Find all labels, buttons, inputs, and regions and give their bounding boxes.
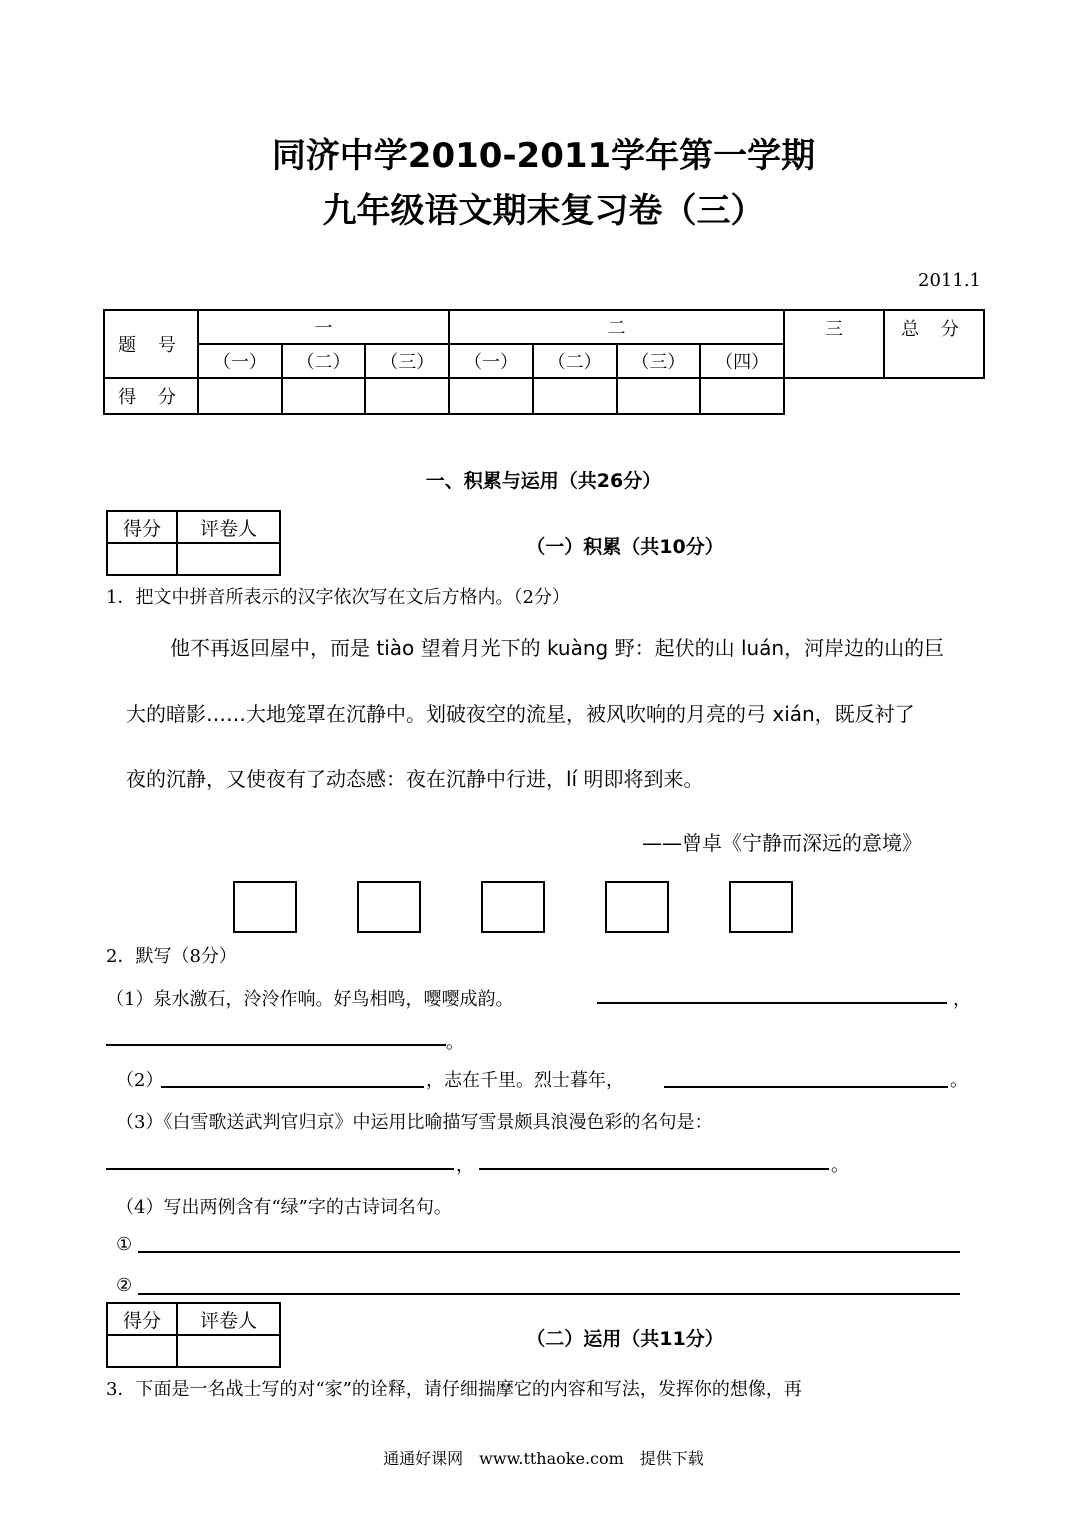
score-cell[interactable]: [198, 378, 282, 414]
q2-blank[interactable]: [106, 1168, 454, 1170]
grader-person-cell[interactable]: [177, 1335, 280, 1367]
sub-1-1: （一）: [198, 344, 282, 378]
q2-part2-start: （2）: [116, 1070, 164, 1091]
q2-mark-2: ②: [116, 1275, 133, 1296]
exam-title-line1: 同济中学2010-2011学年第一学期: [271, 136, 816, 176]
score-table: [103, 309, 985, 415]
q2-part2-mid: ，志在千里。烈士暮年，: [426, 1070, 624, 1091]
score-cell[interactable]: [700, 378, 784, 414]
grader-person-cell[interactable]: [177, 543, 280, 575]
q1-prompt: 1．把文中拼音所表示的汉字依次写在文后方格内。（2分）: [106, 587, 570, 608]
answer-box[interactable]: [729, 881, 793, 933]
q3-prompt: 3．下面是一名战士写的对“家”的诠释，请仔细揣摩它的内容和写法，发挥你的想像，再: [106, 1379, 802, 1400]
score-cell[interactable]: [617, 378, 701, 414]
score-cell[interactable]: [365, 378, 449, 414]
score-cell[interactable]: [449, 378, 533, 414]
sub-2-3: （三）: [617, 344, 701, 378]
q2-part1-end: 。: [446, 1032, 464, 1053]
grader-score-cell[interactable]: [107, 543, 177, 575]
answer-box[interactable]: [233, 881, 297, 933]
q1-source: ——曾卓《宁静而深远的意境》: [642, 831, 922, 855]
grader-box-2: [106, 1302, 281, 1368]
exam-title-line2: 九年级语文期末复习卷（三）: [322, 191, 765, 231]
answer-box[interactable]: [357, 881, 421, 933]
q1-passage-line2: 大的暗影……大地笼罩在沉静中。划破夜空的流星，被风吹响的月亮的弓 xián，既反衬了: [126, 702, 915, 726]
q2-blank[interactable]: [479, 1168, 829, 1170]
q1-passage-line3: 夜的沉静，又使夜有了动态感：夜在沉静中行进，lí 明即将到来。: [126, 767, 704, 791]
q2-blank[interactable]: [138, 1251, 960, 1253]
sub-1-2: （二）: [282, 344, 366, 378]
q2-part1-comma: ，: [953, 989, 971, 1010]
exam-date: 2011.1: [918, 270, 981, 291]
sub-2-1: （一）: [449, 344, 533, 378]
header-part3: 三: [784, 310, 884, 378]
sub-1-3: （三）: [365, 344, 449, 378]
q2-blank[interactable]: [106, 1044, 446, 1046]
subsection1-title: （一）积累（共10分）: [526, 536, 724, 558]
grader-score-label: 得分: [107, 511, 177, 543]
q2-blank[interactable]: [161, 1086, 424, 1088]
q2-part4-text: （4）写出两例含有“绿”字的古诗词名句。: [116, 1197, 452, 1218]
q2-blank[interactable]: [597, 1002, 947, 1004]
sub-2-4: （四）: [700, 344, 784, 378]
page-footer: 通通好课网 www.tthaoke.com 提供下载: [383, 1449, 704, 1468]
q2-blank[interactable]: [664, 1086, 948, 1088]
header-total: 总 分: [884, 310, 984, 378]
grader-score-label: 得分: [107, 1303, 177, 1335]
answer-box[interactable]: [481, 881, 545, 933]
q2-part1-text: （1）泉水激石，泠泠作响。好鸟相鸣，嘤嘤成韵。: [106, 989, 514, 1010]
q2-part3-end: 。: [831, 1155, 849, 1176]
grader-person-label: 评卷人: [177, 1303, 280, 1335]
grader-box-1: [106, 510, 281, 576]
q2-blank[interactable]: [138, 1293, 960, 1295]
header-part1: 一: [198, 310, 449, 344]
q1-passage-line1: 他不再返回屋中，而是 tiào 望着月光下的 kuàng 野：起伏的山 luán，河岸边的山的巨: [170, 636, 945, 660]
q2-part3-text: （3）《白雪歌送武判官归京》中运用比喻描写雪景颇具浪漫色彩的名句是：: [116, 1112, 713, 1133]
label-question-number: 题 号: [104, 310, 198, 378]
label-score: 得 分: [104, 378, 198, 414]
answer-box[interactable]: [605, 881, 669, 933]
q2-prompt: 2．默写（8分）: [106, 946, 237, 967]
score-cell[interactable]: [533, 378, 617, 414]
q2-mark-1: ①: [116, 1234, 133, 1255]
subsection2-title: （二）运用（共11分）: [526, 1328, 724, 1350]
q2-part2-end: 。: [950, 1070, 968, 1091]
grader-person-label: 评卷人: [177, 511, 280, 543]
header-part2: 二: [449, 310, 784, 344]
section1-title: 一、积累与运用（共26分）: [425, 470, 662, 492]
sub-2-2: （二）: [533, 344, 617, 378]
score-cell[interactable]: [282, 378, 366, 414]
grader-score-cell[interactable]: [107, 1335, 177, 1367]
q2-part3-comma: ，: [456, 1155, 474, 1176]
